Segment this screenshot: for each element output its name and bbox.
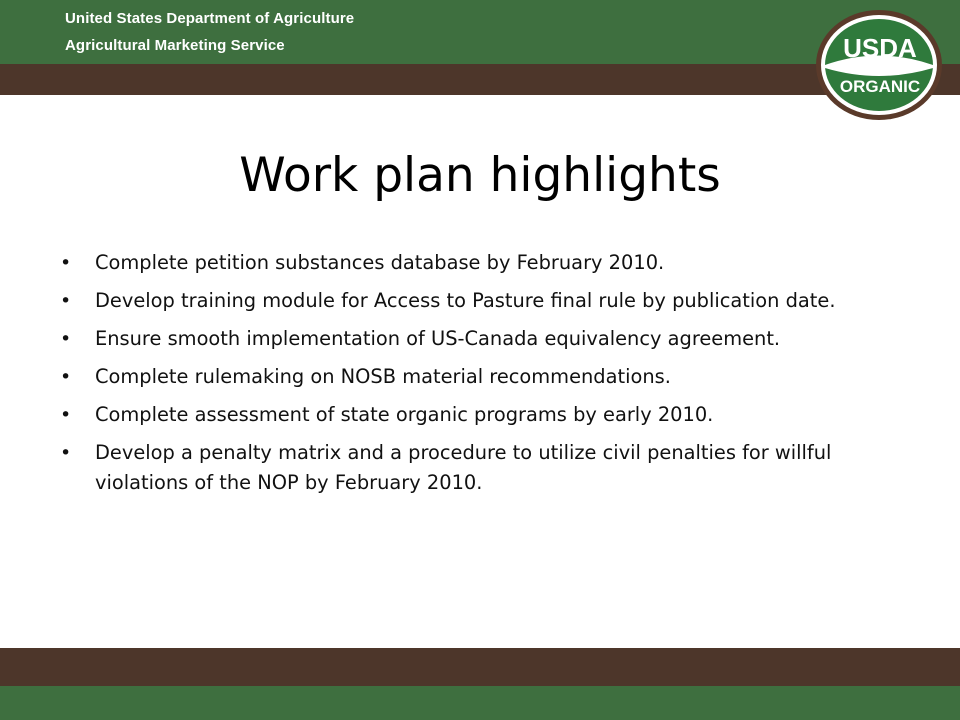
bullet-dot-icon: • bbox=[60, 404, 72, 426]
bullet-dot-icon: • bbox=[60, 328, 72, 350]
bullet-text: Complete petition substances database by February 2010. bbox=[95, 251, 665, 274]
slide-title: Work plan highlights bbox=[239, 148, 721, 203]
bullet-item bbox=[60, 438, 870, 498]
footer-band-brown bbox=[0, 648, 960, 686]
seal-organic-text: ORGANIC bbox=[839, 77, 921, 96]
bullet-text: Complete assessment of state organic programs by early 2010. bbox=[95, 403, 714, 426]
bullet-text: Ensure smooth implementation of US-Canada equivalency agreement. bbox=[95, 327, 781, 350]
bullet-item bbox=[60, 362, 870, 392]
usda-organic-seal bbox=[814, 8, 944, 122]
org-name-line2: Agricultural Marketing Service bbox=[65, 37, 285, 54]
bullet-item bbox=[60, 400, 870, 430]
bullet-text: Develop training module for Access to Pasture final rule by publication date. bbox=[95, 289, 836, 312]
org-name-line1: United States Department of Agriculture bbox=[65, 10, 355, 27]
seal-usda-text: USDA bbox=[843, 33, 917, 63]
bullet-item bbox=[60, 286, 870, 316]
bullet-dot-icon: • bbox=[60, 366, 72, 388]
bullet-text: Complete rulemaking on NOSB material recommendations. bbox=[95, 365, 671, 388]
bullet-text: Develop a penalty matrix and a procedure to utilize civil penalties for willful violations of the NOP by February 2010. bbox=[95, 441, 832, 494]
footer-band-green bbox=[0, 686, 960, 720]
bullet-list bbox=[60, 248, 870, 506]
bullet-item bbox=[60, 248, 870, 278]
bullet-dot-icon: • bbox=[60, 290, 72, 312]
bullet-dot-icon: • bbox=[60, 252, 72, 274]
bullet-dot-icon: • bbox=[60, 442, 72, 464]
bullet-item bbox=[60, 324, 870, 354]
